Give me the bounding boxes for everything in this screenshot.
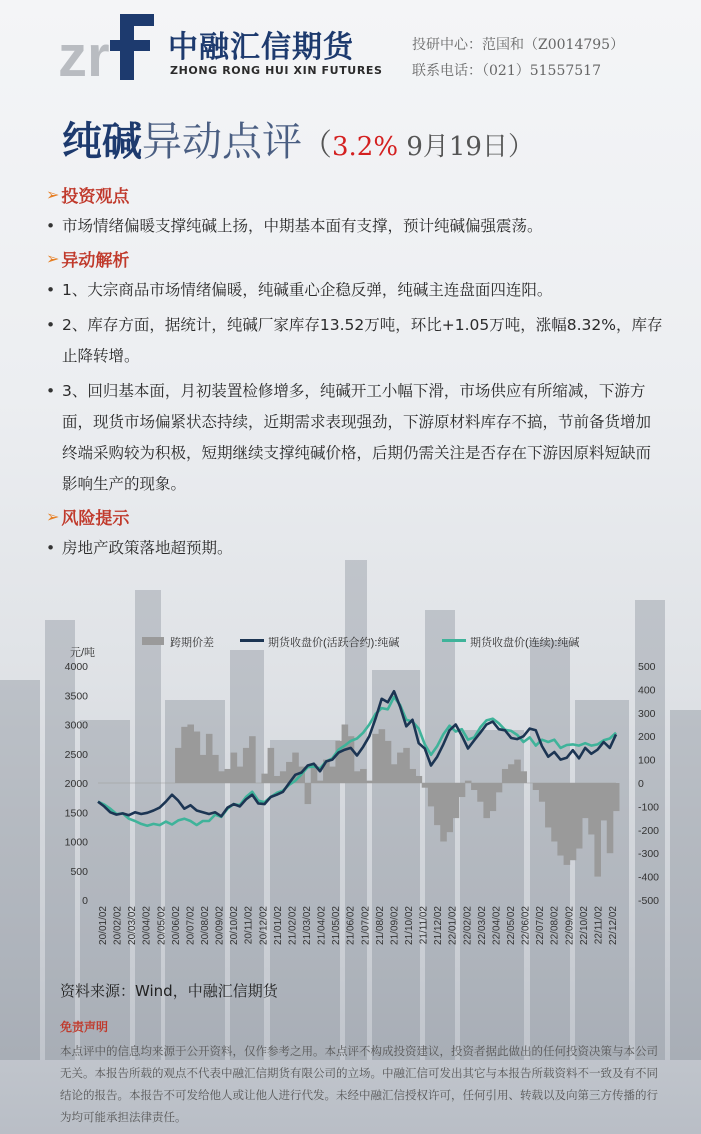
x-tick-label: 21/02/02 [287,906,299,945]
spread-bar [545,783,552,827]
spread-bar [471,783,478,790]
spread-bar [305,783,312,804]
spread-bar [237,767,244,783]
section-heading-view [46,182,666,207]
x-tick-label: 20/06/02 [170,906,182,945]
spread-bar [490,783,497,811]
spread-bar [329,767,336,783]
x-tick-label: 22/02/02 [462,906,474,945]
spread-bar [440,783,447,842]
x-tick-label: 21/12/02 [433,906,445,945]
x-tick-label: 20/09/02 [214,906,226,945]
x-tick-label: 21/01/02 [272,906,284,945]
left-tick-label: 3000 [64,719,88,732]
spread-bar [564,783,571,865]
spread-bar [477,783,484,802]
title-product: 纯碱 [62,118,142,165]
spread-bar [249,736,256,783]
x-tick-label: 21/05/02 [331,906,343,945]
spread-bar [496,783,503,792]
legend-swatch-line [240,639,264,642]
spread-bar [342,725,349,784]
x-tick-label: 22/08/02 [549,906,561,945]
title-date: 9月19日） [398,132,534,162]
title-change-percent: 3.2% [332,132,399,162]
spread-bar [539,783,546,802]
left-tick-label: 4000 [64,661,88,673]
spread-bar [453,783,460,818]
right-tick-label: -100 [638,801,660,814]
spread-bar [483,783,490,818]
spread-bar [520,771,527,783]
spread-bar [194,732,201,783]
right-tick-label: -400 [638,871,660,884]
left-tick-label: 2000 [64,778,88,790]
spread-bar [416,776,423,783]
spread-bar [576,783,583,849]
x-tick-label: 20/01/02 [98,906,109,945]
spread-bar [175,748,182,783]
x-tick-label: 20/07/02 [185,906,197,945]
x-tick-label: 21/06/02 [345,906,357,945]
risk-item: • 房地产政策落地超预期。 [46,533,666,564]
spread-bar [428,783,435,806]
spread-bar [181,727,188,783]
left-tick-label: 2500 [64,748,88,761]
spread-bar [446,783,453,832]
x-tick-label: 21/08/02 [374,906,386,945]
x-tick-label: 22/12/02 [608,906,619,945]
phone-line: 联系电话：（021）51557517 [412,63,601,79]
x-tick-label: 22/03/02 [476,906,488,945]
arrow-icon: ➢ [46,249,60,268]
spread-bar [379,729,386,783]
x-tick-label: 21/09/02 [389,906,401,945]
spread-bar [360,769,367,783]
section-heading-label: 投资观点 [61,187,130,207]
report-header [0,0,701,100]
analysis-item: • 1、大宗商品市场情绪偏暖，纯碱重心企稳反弹，纯碱主连盘面四连阳。 [46,275,666,306]
right-tick-label: 500 [638,661,656,673]
spread-bar [385,741,392,783]
spread-bar [502,769,509,783]
disclaimer-text: 本点评中的信息均来源于公开资料，仅作参考之用。本点评不构成投资建议，投资者据此做出的任何投资决策与本公司无关。本报告所载的观点不代表中融汇信期货有限公司的立场。中融汇信可发出其它与本报告所载资料不一致及有不同结论的报告。本报告不可发给他人或让他人进行代发。未经中融汇信授权许可，任何引用、转载以及向第三方传播的行为均可能承担法律责任。 [60,1044,658,1124]
spread-bar [465,781,472,783]
spread-bar [613,783,620,811]
brand-name-cn: 中融汇信期货 [168,30,354,65]
left-tick-label: 1000 [64,836,88,849]
spread-bar [261,774,268,783]
legend-swatch-line [442,639,466,642]
right-tick-label: -300 [638,848,660,861]
x-tick-label: 22/05/02 [506,906,517,945]
company-logo [58,10,162,82]
spread-bar [224,769,231,783]
arrow-icon: ➢ [46,507,60,526]
x-tick-label: 21/03/02 [302,906,313,945]
left-tick-label: 3500 [64,690,88,703]
legend-swatch-spread [142,637,164,645]
right-tick-label: 100 [638,754,656,767]
spread-bar [397,753,404,783]
spread-bar [317,781,324,783]
spread-bar [557,783,564,856]
spread-bar [391,764,398,783]
report-title [62,110,534,167]
right-tick-label: -500 [638,895,660,907]
spread-bar [422,783,429,788]
legend-label: 期货收盘价(连续):纯碱 [470,637,580,649]
data-source: 资料来源：Wind，中融汇信期货 [60,982,278,1000]
x-tick-label: 22/01/02 [447,906,459,945]
right-tick-label: 300 [638,707,656,720]
title-subject: 异动点评 [142,119,302,165]
x-tick-label: 22/04/02 [491,906,503,945]
x-tick-label: 22/10/02 [578,906,590,945]
spread-bar [588,783,595,834]
spread-bar [582,783,589,818]
arrow-icon: ➢ [46,185,60,204]
spread-bar [409,769,416,783]
legend-label: 跨期价差 [170,637,214,649]
spread-bar [212,755,219,783]
price-chart [56,628,666,958]
spread-bar [601,783,608,820]
spread-bar [459,783,466,797]
x-tick-label: 21/10/02 [404,906,415,945]
left-axis-unit: 元/吨 [70,647,96,659]
right-tick-label: 400 [638,684,656,697]
spread-bar [570,783,577,860]
logo-letters-zr: zr [58,24,110,82]
spread-bar [594,783,601,877]
spread-bar [372,734,379,783]
analysis-item: • 2、库存方面，据统计，纯碱厂家库存13.52万吨，环比+1.05万吨，涨幅8.32%，库存止降转增。 [46,310,666,372]
spread-bar [607,783,614,853]
x-tick-label: 20/04/02 [141,906,153,945]
x-tick-label: 22/06/02 [520,906,532,945]
x-tick-label: 20/02/02 [112,906,124,945]
spread-bar [187,725,194,784]
spread-bar [231,753,238,783]
spread-bar [243,748,250,783]
right-tick-label: 0 [638,778,644,790]
left-tick-label: 500 [70,865,88,878]
spread-bar [218,771,225,783]
spread-bar [274,776,281,783]
x-tick-label: 20/12/02 [258,906,270,945]
left-tick-label: 1500 [64,807,88,820]
section-heading-label: 异动解析 [61,251,130,271]
x-tick-label: 20/03/02 [127,906,139,945]
spread-bar [354,771,361,783]
spread-bar [280,771,287,783]
spread-bar [514,760,521,783]
spread-bar [533,783,540,790]
title-open-paren: （ [302,128,332,163]
section-heading-risk [46,504,666,529]
x-tick-label: 20/05/02 [156,906,168,945]
x-tick-label: 20/10/02 [229,906,241,945]
spread-bar [551,783,558,842]
x-tick-label: 21/07/02 [360,906,372,945]
analysis-item: • 3、回归基本面，月初装置检修增多，纯碱开工小幅下滑，市场供应有所缩减，下游方面，现货市场偏紧状态持续，近期需求表现强劲，下游原材料库存不搞，节前备货增加终端采购较为积极，短期继续支撑纯碱价格，后期仍需关注是否存在下游因原料短缺而影响生产的现象。 [46,376,666,500]
report-body [46,178,666,568]
disclaimer-heading: 免责声明 [60,1020,109,1034]
x-tick-label: 22/09/02 [564,906,576,945]
x-tick-label: 21/11/02 [418,906,430,945]
spread-bar [508,764,515,783]
analyst-line: 投研中心：范国和（Z0014795） [412,37,625,53]
spread-bar [434,783,441,825]
right-tick-label: 200 [638,731,656,744]
contact-info [412,32,624,84]
spread-bar [268,748,275,783]
spread-bar [206,734,213,783]
left-tick-label: 0 [82,895,88,907]
right-tick-label: -200 [638,824,660,837]
x-tick-label: 20/08/02 [200,906,211,945]
x-tick-label: 21/04/02 [316,906,328,945]
spread-bar [366,781,373,783]
spread-bar [200,755,207,783]
x-tick-label: 22/11/02 [593,906,605,945]
x-tick-label: 22/07/02 [535,906,547,945]
x-tick-label: 20/11/02 [243,906,255,945]
section-heading-label: 风险提示 [61,509,130,529]
section-heading-analysis [46,246,666,271]
brand-name-en: ZHONG RONG HUI XIN FUTURES [170,64,383,77]
spread-bar [403,748,410,783]
view-item: • 市场情绪偏暖支撑纯碱上扬，中期基本面有支撑，预计纯碱偏强震荡。 [46,211,666,242]
legend-label: 期货收盘价(活跃合约):纯碱 [268,637,400,649]
